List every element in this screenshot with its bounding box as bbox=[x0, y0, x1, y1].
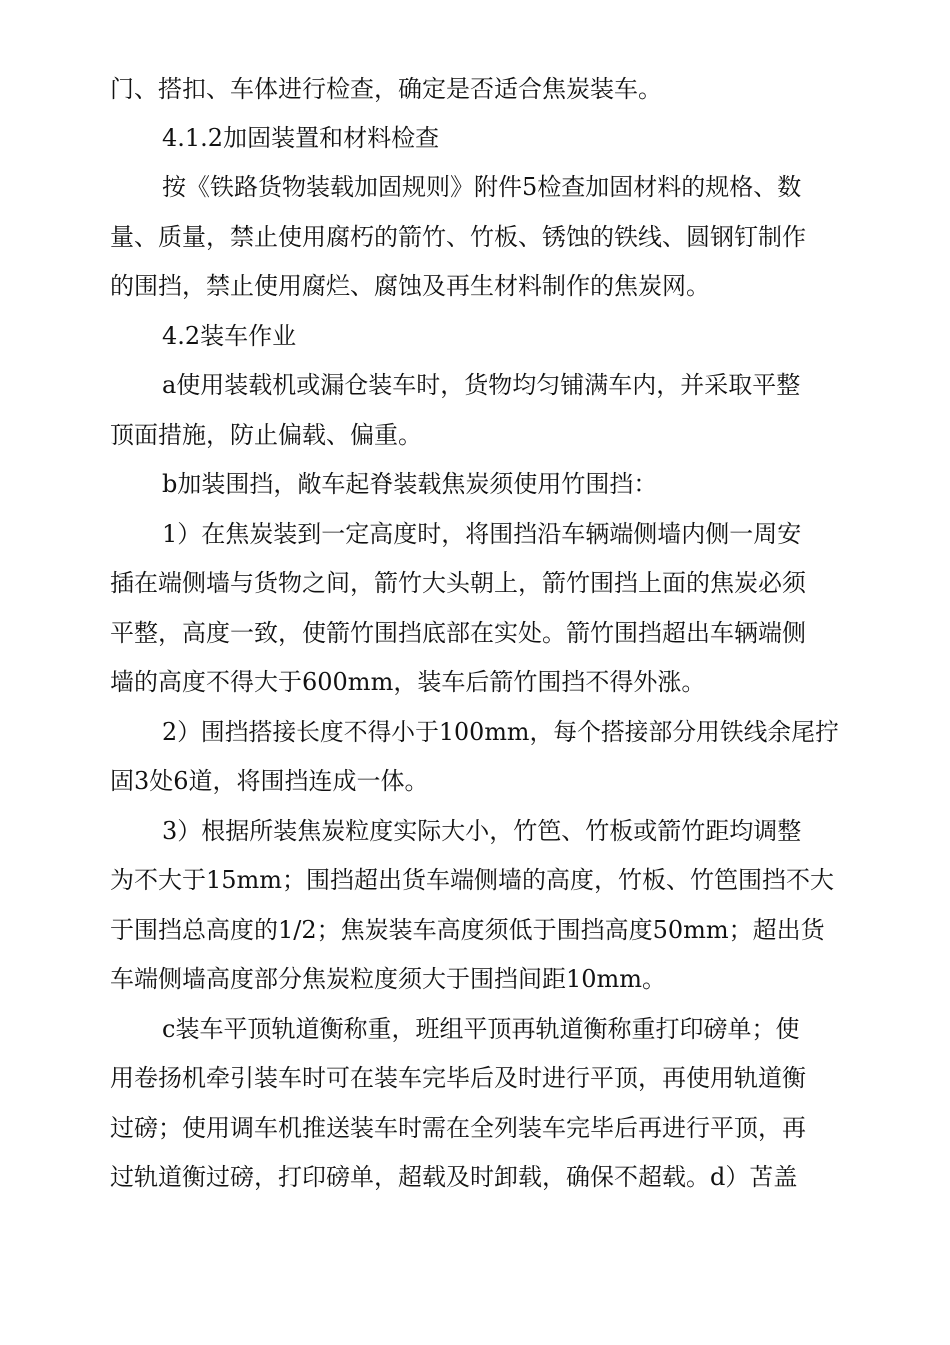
section-heading-4-2: 4.2装车作业 bbox=[162, 322, 297, 350]
text-line-5: 的围挡，禁止使用腐烂、腐蚀及再生材料制作的焦炭网。 bbox=[110, 272, 710, 300]
text-line-9: b加装围挡，敞车起脊装载焦炭须使用竹围挡： bbox=[162, 470, 658, 498]
text-line-11: 插在端侧墙与货物之间，箭竹大头朝上，箭竹围挡上面的焦炭必须 bbox=[110, 569, 806, 597]
text-line-21: 用卷扬机牵引装车时可在装车完毕后及时进行平顶，再使用轨道衡 bbox=[110, 1064, 806, 1092]
text-line-18: 于围挡总高度的1/2；焦炭装车高度须低于围挡高度50mm；超出货 bbox=[110, 916, 825, 944]
text-line-3: 按《铁路货物装载加固规则》附件5检查加固材料的规格、数 bbox=[162, 173, 802, 201]
text-line-22: 过磅；使用调车机推送装车时需在全列装车完毕后再进行平顶，再 bbox=[110, 1114, 806, 1142]
text-line-20: c装车平顶轨道衡称重，班组平顶再轨道衡称重打印磅单；使 bbox=[162, 1015, 800, 1043]
text-line-8: 顶面措施，防止偏载、偏重。 bbox=[110, 421, 422, 449]
text-line-14: 2）围挡搭接长度不得小于100mm，每个搭接部分用铁线余尾拧 bbox=[162, 718, 839, 746]
text-line-19: 车端侧墙高度部分焦炭粒度须大于围挡间距10mm。 bbox=[110, 965, 667, 993]
text-line-23: 过轨道衡过磅，打印磅单，超载及时卸载，确保不超载。d）苫盖 bbox=[110, 1163, 798, 1191]
text-line-4: 量、质量，禁止使用腐朽的箭竹、竹板、锈蚀的铁线、圆钢钉制作 bbox=[110, 223, 806, 251]
text-line-12: 平整，高度一致，使箭竹围挡底部在实处。箭竹围挡超出车辆端侧 bbox=[110, 619, 806, 647]
text-line-17: 为不大于15mm；围挡超出货车端侧墙的高度，竹板、竹笆围挡不大 bbox=[110, 866, 835, 894]
text-line-16: 3）根据所装焦炭粒度实际大小，竹笆、竹板或箭竹距均调整 bbox=[162, 817, 802, 845]
text-line-13: 墙的高度不得大于600mm，装车后箭竹围挡不得外涨。 bbox=[110, 668, 706, 696]
text-line-1: 门、搭扣、车体进行检查，确定是否适合焦炭装车。 bbox=[110, 75, 662, 103]
section-heading-4-1-2: 4.1.2加固装置和材料检查 bbox=[162, 124, 440, 152]
text-line-10: 1）在焦炭装到一定高度时，将围挡沿车辆端侧墙内侧一周安 bbox=[162, 520, 802, 548]
text-line-15: 固3处6道，将围挡连成一体。 bbox=[110, 767, 429, 795]
text-line-7: a使用装载机或漏仓装车时，货物均匀铺满车内，并采取平整 bbox=[162, 371, 801, 399]
